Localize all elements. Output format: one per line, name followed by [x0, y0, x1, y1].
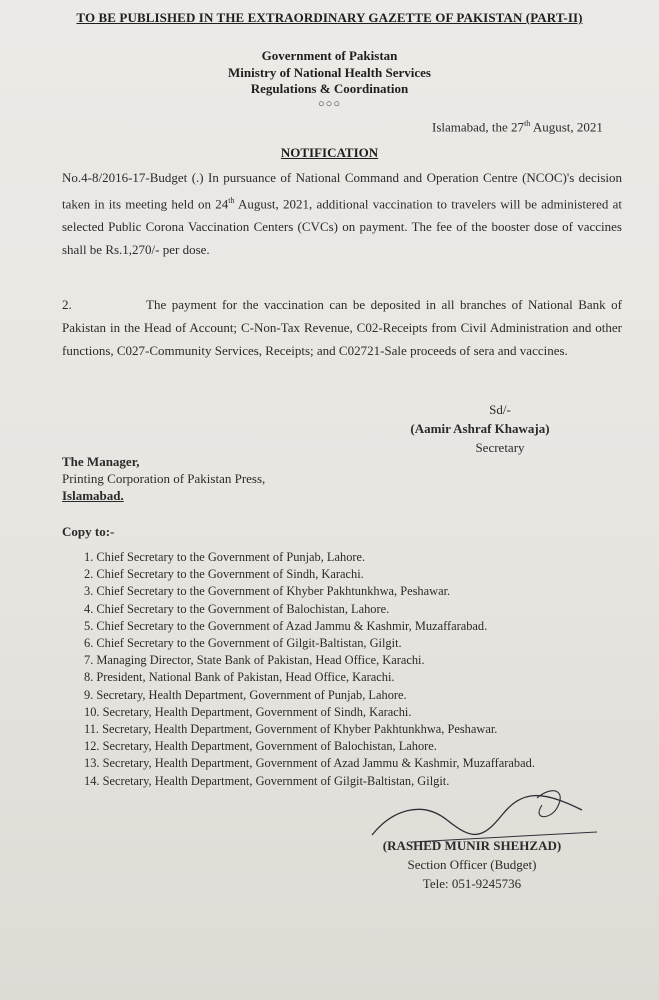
addressee-line-3: Islamabad. [62, 488, 124, 503]
list-item: 7. Managing Director, State Bank of Pakistan, Head Office, Karachi. [84, 653, 425, 668]
signatory-designation: Section Officer (Budget) [407, 857, 537, 872]
list-item: 1. Chief Secretary to the Government of Punjab, Lahore. [84, 550, 366, 564]
list-item: 11. Secretary, Health Department, Government of Khyber Pakhtunkhwa, Peshawar. [84, 722, 498, 737]
list-item: 5. Chief Secretary to the Government of Azad Jammu & Kashmir, Muzaffarabad. [84, 618, 488, 633]
addressee-block [62, 453, 265, 504]
ornament: ○○○ [318, 98, 341, 110]
list-item: 8. President, National Bank of Pakistan, Head Office, Karachi. [84, 670, 395, 685]
list-item: 6. Chief Secretary to the Government of Gilgit-Baltistan, Gilgit. [84, 636, 402, 651]
gov-line-1: Government of Pakistan [261, 48, 398, 63]
paragraph-2 [62, 293, 622, 362]
para1-sup: th [228, 196, 235, 205]
date-line [432, 119, 603, 135]
list-item: 13. Secretary, Health Department, Government of Azad Jammu & Kashmir, Muzaffarabad. [84, 756, 535, 771]
signed-mark: Sd/- [489, 402, 511, 417]
list-item: 14. Secretary, Health Department, Government of Gilgit-Baltistan, Gilgit. [84, 773, 450, 788]
list-item: 2. Chief Secretary to the Government of Sindh, Karachi. [84, 567, 364, 582]
para1-text-b: August, 2021, additional vaccination to travelers will be administered at selected Public Corona Vaccination Centers (CVCs) on payment. The fee of the booster dose of vaccines shall be Rs.1,270/- per dose. [62, 196, 622, 258]
copy-to-list [84, 549, 535, 790]
list-item: 12. Secretary, Health Department, Government of Balochistan, Lahore. [84, 739, 437, 754]
issuing-authority [0, 48, 659, 98]
para2-number: 2. [62, 297, 72, 312]
list-item: 10. Secretary, Health Department, Government of Sindh, Karachi. [84, 704, 412, 719]
notification-title: NOTIFICATION [280, 145, 379, 160]
addressee-line-2: Printing Corporation of Pakistan Press, [62, 471, 266, 486]
list-item: 3. Chief Secretary to the Government of Khyber Pakhtunkhwa, Peshawar. [84, 584, 451, 599]
date-suffix: August, 2021 [530, 119, 603, 135]
signatory-name: (RASHED MUNIR SHEHZAD) [382, 838, 562, 853]
paragraph-1 [62, 166, 622, 261]
list-item: 9. Secretary, Health Department, Government of Punjab, Lahore. [84, 687, 407, 702]
signatory-name: (Aamir Ashraf Khawaja) [410, 421, 550, 436]
para2-text: The payment for the vaccination can be deposited in all branches of National Bank of Pakistan in the Head of Account; C-Non-Tax Revenue, C02-Receipts from Civil Administration and other functions, C027-Community Services, Receipts; and C02721-Sale proceeds of sera and vaccines. [62, 297, 622, 358]
signature-block-secretary [380, 400, 580, 457]
date-sup: th [524, 119, 531, 128]
copy-to-label: Copy to:- [62, 524, 115, 539]
para1-text-a: No.4-8/2016-17-Budget (.) In pursuance of National Command and Operation Centre (NCOC)'s decision taken in its meeting held on 24 [62, 170, 622, 212]
date-prefix: Islamabad, the 27 [432, 119, 525, 135]
signatory-telephone: Tele: 051-9245736 [422, 876, 522, 891]
gov-line-3: Regulations & Coordination [250, 81, 409, 96]
signature-block-section-officer [372, 836, 572, 893]
gov-line-2: Ministry of National Health Services [228, 64, 431, 80]
signatory-designation: Secretary [475, 440, 525, 455]
list-item: 4. Chief Secretary to the Government of Balochistan, Lahore. [84, 601, 390, 616]
gazette-title: TO BE PUBLISHED IN THE EXTRAORDINARY GAZETTE OF PAKISTAN (PART-II) [76, 10, 583, 25]
addressee-line-1: The Manager, [62, 454, 140, 469]
